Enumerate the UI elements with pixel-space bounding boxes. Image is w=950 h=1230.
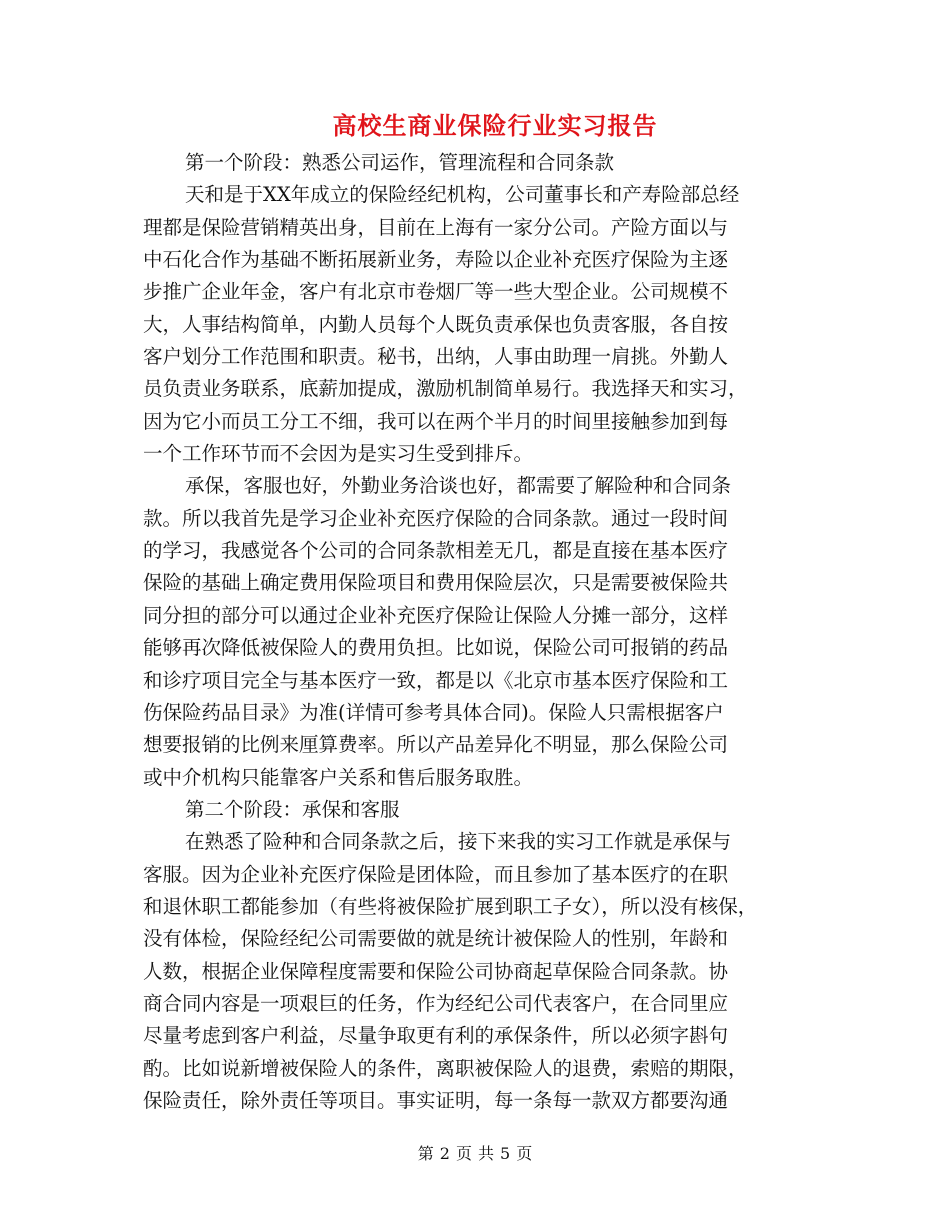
paragraph-line: 能够再次降低被保险人的费用负担。比如说，保险公司可报销的药品 — [143, 636, 729, 660]
paragraph-line: 伤保险药品目录》为准(详情可参考具体合同)。保险人只需根据客户 — [143, 700, 724, 724]
paragraph-line: 承保，客服也好，外勤业务洽谈也好，都需要了解险种和合同条 — [185, 474, 732, 498]
section-heading: 第二个阶段：承保和客服 — [185, 797, 400, 821]
page-footer — [0, 1142, 950, 1166]
current-page-number: 2 — [439, 1144, 450, 1163]
paragraph-line: 或中介机构只能靠客户关系和售后服务取胜。 — [143, 765, 534, 789]
paragraph-line: 想要报销的比例来厘算费率。所以产品差异化不明显，那么保险公司 — [143, 733, 729, 757]
paragraph-line: 尽量考虑到客户利益，尽量争取更有利的承保条件，所以必须字斟句 — [143, 1024, 729, 1048]
paragraph-line: 款。所以我首先是学习企业补充医疗保险的合同条款。通过一段时间 — [143, 506, 729, 530]
paragraph-line: 和诊疗项目完全与基本医疗一致，都是以《北京市基本医疗保险和工 — [143, 668, 729, 692]
paragraph-line: 理都是保险营销精英出身，目前在上海有一家分公司。产险方面以与 — [143, 215, 729, 239]
total-pages-number: 5 — [500, 1144, 511, 1163]
paragraph-line: 酌。比如说新增被保险人的条件，离职被保险人的退费，索赔的期限， — [143, 1056, 748, 1080]
paragraph-line: 商合同内容是一项艰巨的任务，作为经纪公司代表客户，在合同里应 — [143, 991, 729, 1015]
paragraph-line: 天和是于XX年成立的保险经纪机构，公司董事长和产寿险部总经 — [185, 183, 740, 207]
section-heading: 第一个阶段：熟悉公司运作，管理流程和合同条款 — [185, 151, 615, 174]
document-title: 高校生商业保险行业实习报告 — [332, 111, 658, 140]
paragraph-line: 因为它小而员工分工不细，我可以在两个半月的时间里接触参加到每 — [143, 409, 729, 433]
paragraph-line: 人数，根据企业保障程度需要和保险公司协商起草保险合同条款。协 — [143, 959, 729, 983]
paragraph-line: 没有体检，保险经纪公司需要做的就是统计被保险人的性别，年龄和 — [143, 927, 729, 951]
footer-label-page: 页 — [455, 1144, 472, 1163]
document-body — [143, 147, 808, 1117]
paragraph-line: 中石化合作为基础不断拓展新业务，寿险以企业补充医疗保险为主逐 — [143, 248, 729, 272]
paragraph-line: 和退休职工都能参加（有些将被保险扩展到职工子女），所以没有核保， — [143, 894, 758, 918]
paragraph-line: 大，人事结构简单，内勤人员每个人既负责承保也负责客服，各自按 — [143, 312, 729, 336]
footer-label-total: 共 — [478, 1144, 495, 1163]
paragraph-line: 的学习，我感觉各个公司的合同条款相差无几，都是直接在基本医疗 — [143, 539, 729, 563]
paragraph-line: 客户划分工作范围和职责。秘书，出纳，人事由助理一肩挑。外勤人 — [143, 345, 729, 369]
paragraph-line: 一个工作环节而不会因为是实习生受到排斥。 — [143, 442, 534, 466]
paragraph-line: 客服。因为企业补充医疗保险是团体险，而且参加了基本医疗的在职 — [143, 862, 729, 886]
paragraph-line: 同分担的部分可以通过企业补充医疗保险让保险人分摊一部分，这样 — [143, 603, 729, 627]
paragraph-line: 保险的基础上确定费用保险项目和费用保险层次，只是需要被保险共 — [143, 571, 729, 595]
paragraph-line: 保险责任，除外责任等项目。事实证明，每一条每一款双方都要沟通 — [143, 1088, 729, 1112]
paragraph-line: 员负责业务联系，底薪加提成，激励机制简单易行。我选择天和实习， — [143, 377, 748, 401]
paragraph-line: 在熟悉了险种和合同条款之后，接下来我的实习工作就是承保与 — [185, 830, 732, 854]
footer-label-suffix: 页 — [516, 1144, 533, 1163]
paragraph-line: 步推广企业年金，客户有北京市卷烟厂等一些大型企业。公司规模不 — [143, 280, 729, 304]
footer-label-prefix: 第 — [417, 1144, 434, 1163]
